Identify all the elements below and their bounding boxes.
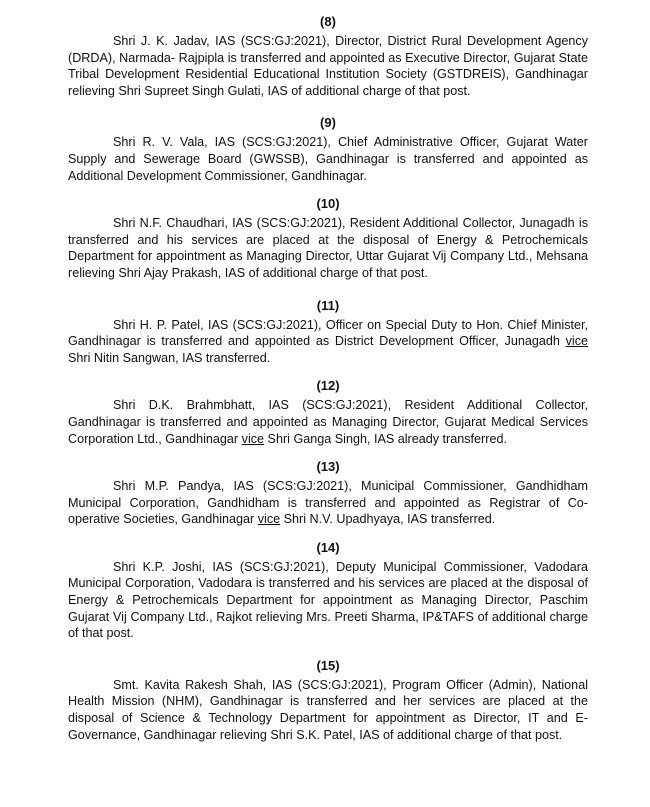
order-text-tail: Shri Nitin Sangwan, IAS transferred.: [68, 350, 271, 365]
order-number: (12): [316, 378, 340, 394]
order-text: [68, 677, 588, 743]
order-number: (15): [316, 657, 340, 673]
order-15: [68, 658, 588, 743]
vice-word: vice: [565, 334, 588, 349]
order-text-main: Shri H. P. Patel, IAS (SCS:GJ:2021), Officer on Special Duty to Hon. Chief Minister, Gandhinagar is transferred and appointed as District Development Officer, Junagadh: [68, 317, 588, 349]
order-text: [68, 478, 588, 528]
order-text: [68, 215, 588, 281]
vice-word: vice: [241, 431, 265, 446]
order-text-main: Smt. Kavita Rakesh Shah, IAS (SCS:GJ:2021), Program Officer (Admin), National Health Mission (NHM), Gandhinagar is transferred and her services are placed at the disposal of Science & Technology Department for appointment as Director, IT and E-Governance, Gandhinagar relieving Shri S.K. Patel, IAS of additional charge of that post.: [68, 677, 588, 742]
order-text-main: Shri K.P. Joshi, IAS (SCS:GJ:2021), Deputy Municipal Commissioner, Vadodara Municipal Corporation, Vadodara is transferred and his services are placed at the disposal of Energy & Petrochemicals Department for appointment as Managing Director, Paschim Gujarat Vij Company Ltd., Rajkot relieving Mrs. Preeti Sharma, IP&TAFS of additional charge of that post.: [68, 559, 588, 641]
order-number: (14): [316, 539, 340, 555]
order-number: (13): [316, 459, 340, 475]
order-number: (8): [320, 14, 336, 29]
order-11: [68, 298, 588, 367]
order-12: [68, 378, 588, 447]
order-number: (10): [316, 196, 340, 212]
order-10: [68, 196, 588, 281]
order-text-main: Shri N.F. Chaudhari, IAS (SCS:GJ:2021), Resident Additional Collector, Junagadh is transferred and his services are placed at the disposal of Energy & Petrochemicals Department for appointment as Managing Director, Uttar Gujarat Vij Company Ltd., Mehsana relieving Shri Ajay Prakash, IAS of additional charge of that post.: [68, 216, 588, 280]
order-number: (11): [316, 297, 340, 313]
vice-word: vice: [257, 512, 281, 527]
order-text: [68, 317, 588, 367]
order-text-main: Shri M.P. Pandya, IAS (SCS:GJ:2021), Municipal Commissioner, Gandhidham Municipal Corporation, Gandhidham is transferred and appointed as Registrar of Co-operative Societies, Gandhinagar: [68, 479, 588, 527]
order-text: [68, 397, 588, 447]
order-text: [68, 134, 588, 184]
order-text: [68, 33, 588, 99]
order-text-main: Shri R. V. Vala, IAS (SCS:GJ:2021), Chief Administrative Officer, Gujarat Water Supply and Sewerage Board (GWSSB), Gandhinagar is transferred and appointed as Additional Development Commissioner, Gandhinagar.: [68, 135, 588, 183]
order-number: (9): [320, 115, 336, 131]
order-text-main: Shri D.K. Brahmbhatt, IAS (SCS:GJ:2021), Resident Additional Collector, Gandhinagar is transferred and appointed as Managing Director, Gujarat Medical Services Corporation Ltd., Gandhinagar: [68, 398, 588, 446]
order-14: [68, 540, 588, 642]
order-text: [68, 559, 588, 642]
order-text-tail: Shri N.V. Upadhyaya, IAS transferred.: [280, 512, 496, 527]
order-13: [68, 459, 588, 528]
order-9: [68, 115, 588, 184]
order-8: [68, 14, 588, 99]
order-text-main: Shri J. K. Jadav, IAS (SCS:GJ:2021), Director, District Rural Development Agency (DRDA), Narmada- Rajpipla is transferred and appointed as Executive Director, Gujarat State Tribal Development Residential Educational Institution Society (GSTDREIS), Gandhinagar relieving Shri Supreet Singh Gulati, IAS of additional charge of that post.: [68, 34, 588, 98]
order-text-tail: Shri Ganga Singh, IAS already transferred.: [264, 431, 507, 446]
